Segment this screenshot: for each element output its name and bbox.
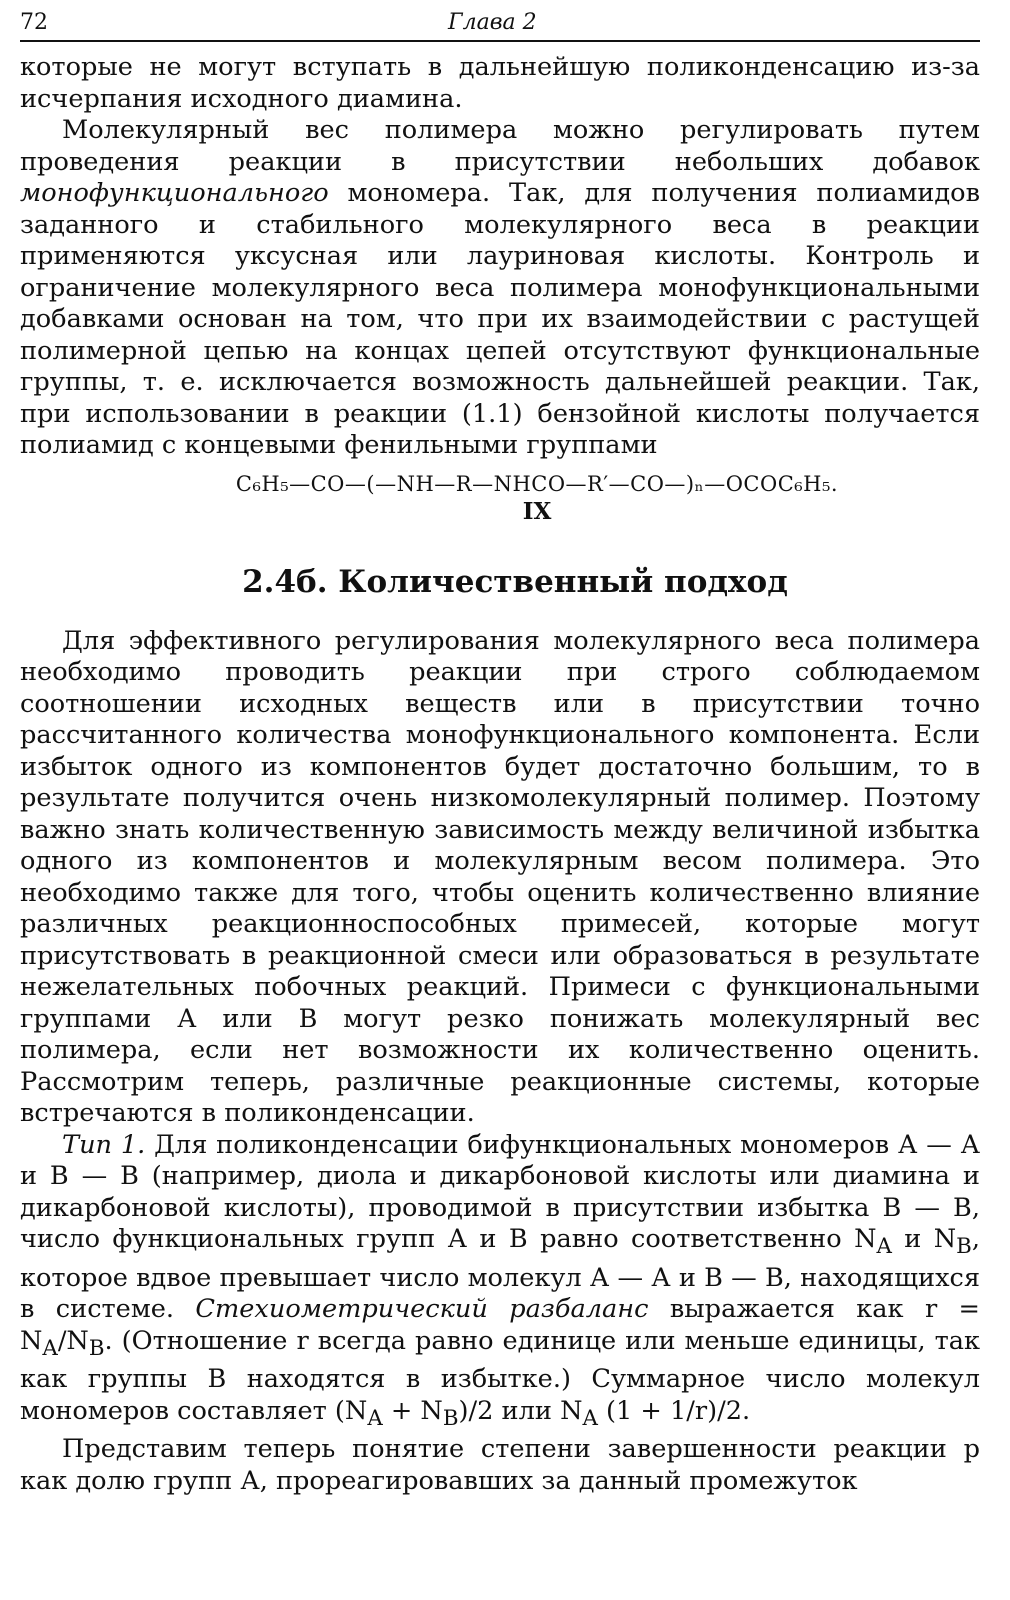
paragraph-molecular-weight-control [20,115,980,462]
running-head [20,6,980,42]
subscript-a: A [876,1234,892,1260]
subscript-b: B [88,1335,105,1361]
page-number: 72 [20,10,48,35]
chemical-formula: C₆H₅—CO—(—NH—R—NHCO—R′—CO—)ₙ—OCOC₆H₅. [235,471,839,496]
subscript-a: A [582,1405,598,1431]
emphasis-term: монофункционального [20,178,329,208]
page-body [20,52,980,1497]
subscript-a: A [42,1335,58,1361]
paragraph-text: выражается как r = N [20,1294,981,1356]
paragraph-text: (1 + 1/r)/2. [597,1395,751,1426]
paragraph-text: , которое вдвое превышает число молекул А — А и В — В, находящихся в системе. [20,1224,980,1325]
paragraph-quantitative-approach: Для эффективного регулирования молекулярного веса полимера необходимо проводить реакции при строго соблюдаемом соотношении исходных веществ или в присутствии точно рассчитанного количества монофункционального компонента. Если избыток одного из компонентов будет достаточно большим, то в результате получится очень низкомолекулярный полимер. Поэтому важно знать количественную зависимость между величиной избытка одного из компонентов и молекулярным весом полимера. Это необходимо также для того, чтобы оценить количественно влияние различных реакционноспособных примесей, которые могут присутствовать в реакционной смеси или образоваться в результате нежелательных побочных реакций. Примеси с функциональными группами А или В могут резко понижать молекулярный вес полимера, если нет возможности их количественно оценить. Рассмотрим теперь, различные реакционные системы, которые встречаются в поликонденсации. [20,625,980,1128]
section-heading: 2.4б. Количественный подход [242,563,788,600]
formula-label: IX [522,497,552,525]
subscript-b: B [442,1405,459,1431]
type-label: Тип 1. [62,1129,146,1160]
paragraph-text: )/2 или N [458,1395,583,1426]
paragraph-text: . (Отношение r всегда равно единице или меньше единицы, так как группы В находятся в избытке.) Суммарное число молекул мономеров составляет (N [20,1325,980,1426]
paragraph-text: Для поликонденсации бифункциональных мономеров А — А и В — В (например, диола и дикарбоновой кислоты или диамина и дикарбоновой кислоты), проводимой в присутствии избытка В — В, число функциональных групп А и В равно соответственно N [20,1129,980,1254]
paragraph-text: /N [57,1325,89,1356]
paragraph-reaction-completeness: Представим теперь понятие степени завершенности реакции p как долю групп А, прореагировавших за данный промежуток [20,1434,980,1496]
paragraph-text: мономера. Так, для получения полиамидов заданного и стабильного молекулярного веса в реакции применяются уксусная или лауриновая кислоты. Контроль и ограничение молекулярного веса полимера монофункциональными добавками основан на том, что при их взаимодействии с растущей полимерной цепью на концах цепей отсутствуют функциональные группы, т. е. исключается возможность дальнейшей реакции. Так, при использовании в реакции (1.1) бензойной кислоты получается полиамид с концевыми фенильными группами [20,178,980,460]
subscript-b: B [956,1234,972,1260]
paragraph-text: и N [891,1224,957,1254]
paragraph-continuation: которые не могут вступать в дальнейшую поликонденсацию из-за исчерпания исходного диамина. [20,52,980,114]
paragraph-text: + N [382,1395,443,1426]
chapter-title: Глава 2 [448,10,537,35]
emphasis-term: Стехиометрический разбаланс [195,1294,649,1325]
paragraph-type-1 [20,1130,980,1435]
subscript-a: A [367,1405,383,1431]
paragraph-text: Молекулярный вес полимера можно регулировать путем проведения реакции в присутствии небольших добавок [20,115,980,177]
